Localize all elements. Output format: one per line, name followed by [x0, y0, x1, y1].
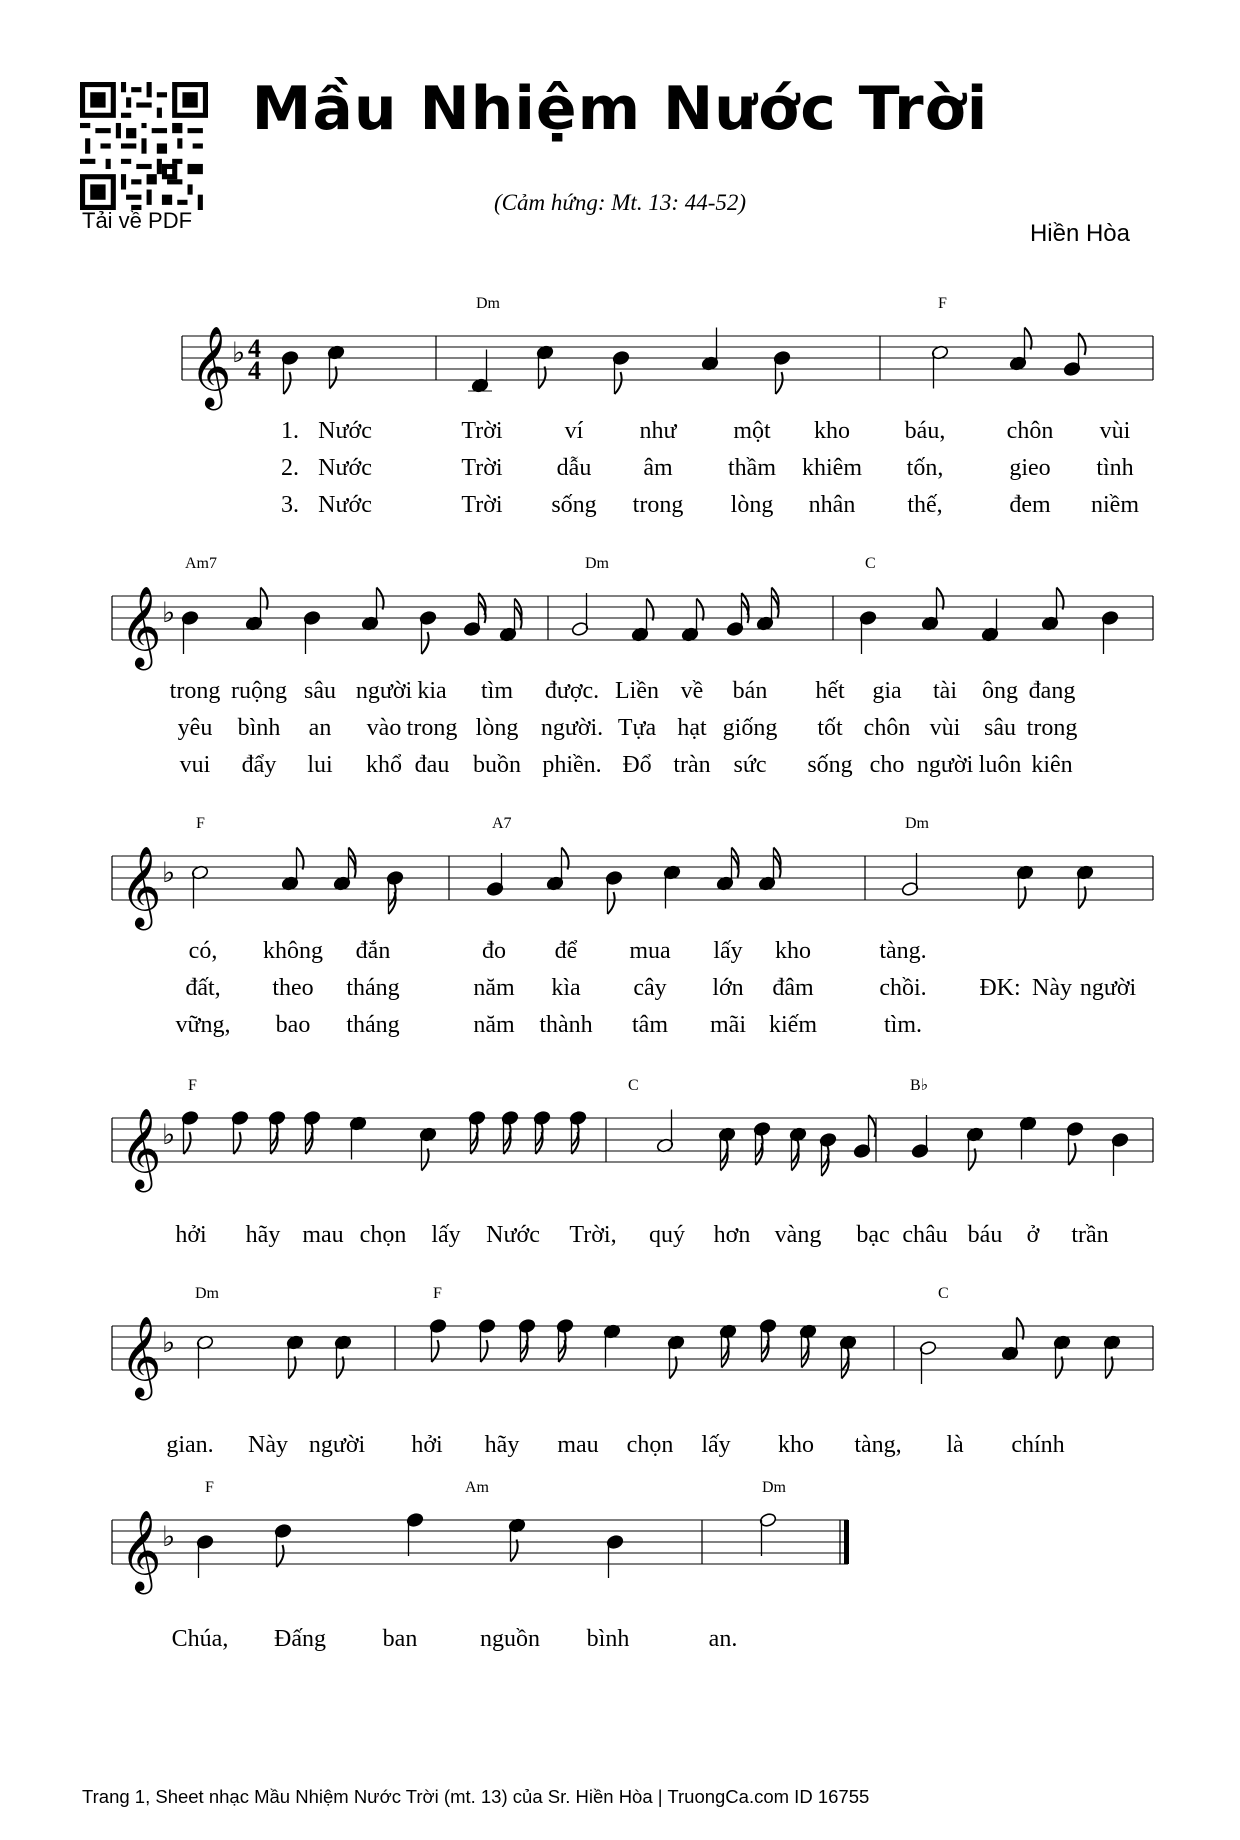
lyric-syllable: châu [902, 1222, 948, 1248]
lyric-syllable: hởi [411, 1432, 443, 1458]
lyric-syllable: tốn, [906, 455, 944, 481]
lyric-syllable: sâu [304, 678, 336, 704]
lyric-syllable: như [639, 418, 677, 444]
note-flag [1057, 588, 1064, 610]
lyric-syllable: tháng [346, 1012, 400, 1038]
note-flag [422, 632, 429, 654]
lyric-syllable: người. [540, 715, 604, 741]
song-title: Mầu Nhiệm Nước Trời [251, 74, 989, 144]
lyric-syllable: chọn [626, 1432, 674, 1458]
note-flag [289, 1357, 296, 1379]
lyric-syllable: Trời [461, 455, 503, 481]
lyric-syllable: ĐK: [979, 975, 1021, 1001]
lyric-syllable: vui [179, 752, 211, 778]
lyric-syllable: chính [1011, 1432, 1065, 1458]
lyric-syllable: Đổ [622, 752, 652, 778]
lyric-syllable: tràn [673, 752, 711, 778]
staff-system [112, 555, 1153, 670]
note-flag [1056, 1357, 1063, 1379]
note-flag [647, 599, 654, 621]
lyric-syllable: tìm. [883, 1012, 923, 1038]
lyric-syllable: lấy [713, 938, 743, 964]
lyric-syllable: trong [632, 492, 684, 518]
lyric-syllable: đo [482, 938, 506, 964]
lyric-syllable: Chúa, [171, 1626, 229, 1652]
lyric-syllable: hãy [245, 1222, 281, 1248]
lyric-syllable: không [263, 938, 323, 964]
lyric-syllable: đem [1009, 492, 1051, 518]
note-flag [670, 1357, 677, 1379]
staff-system [182, 295, 1153, 410]
lyric-syllable: ở [1026, 1222, 1040, 1248]
lyric-syllable: kho [814, 418, 850, 444]
chord-symbol: F [938, 295, 947, 312]
lyric-syllable: kho [778, 1432, 814, 1458]
lyric-syllable: gian. [166, 1432, 214, 1458]
chord-symbol: F [196, 815, 205, 832]
lyric-syllable: lui [307, 752, 333, 778]
lyric-syllable: ông [982, 678, 1018, 704]
lyric-syllable: hết [815, 678, 845, 704]
time-signature-top: 4 [248, 334, 261, 363]
chord-symbol: A7 [492, 815, 512, 832]
lyric-syllable: chôn [863, 715, 911, 741]
chord-symbol: C [938, 1285, 949, 1302]
note-flag [539, 367, 546, 389]
lyric-syllable: hởi [175, 1222, 207, 1248]
staff-system [112, 1077, 1153, 1192]
note-flag [337, 1357, 344, 1379]
note-flag [1025, 328, 1032, 350]
lyric-syllable: tình [1096, 455, 1134, 481]
lyric-syllable: mau [557, 1432, 599, 1458]
chord-symbol: Dm [905, 815, 929, 832]
staff-system [112, 815, 1153, 930]
chord-symbol: C [628, 1077, 639, 1094]
lyric-syllable: buồn [473, 752, 521, 778]
lyric-syllable: bình [237, 715, 281, 741]
chord-symbol: F [433, 1285, 442, 1302]
lyric-syllable: cho [869, 752, 905, 778]
lyric-syllable: về [680, 678, 704, 704]
lyric-syllable: hạt [677, 715, 707, 741]
page-footer: Trang 1, Sheet nhạc Mầu Nhiệm Nước Trời (mt. 13) của Sr. Hiền Hòa | TruongCa.com ID 16755 [82, 1786, 870, 1807]
lyric-syllable: 1. [281, 418, 299, 444]
note-flag [261, 588, 268, 610]
treble-clef-icon: 𝄞 [190, 325, 232, 407]
chord-symbol: B♭ [910, 1077, 929, 1094]
note-flag [776, 372, 783, 394]
lyric-syllable: đẩy [241, 752, 277, 778]
lyric-syllable: tốt [817, 715, 843, 741]
staff-system [112, 1285, 1153, 1400]
lyric-syllable: khổ [366, 752, 402, 778]
flat-icon: ♭ [162, 1520, 176, 1553]
lyric-syllable: sống [807, 752, 853, 778]
lyric-syllable: để [554, 938, 578, 964]
note-flag [284, 372, 291, 394]
lyric-syllable: vùi [929, 715, 961, 741]
lyric-syllable: 2. [281, 455, 299, 481]
note-flag [562, 848, 569, 870]
chord-symbol: Dm [762, 1479, 786, 1496]
note-flag [1019, 887, 1026, 909]
lyric-syllable: báu, [904, 418, 946, 444]
lyric-syllable: sức [733, 752, 767, 778]
chord-symbol: F [188, 1077, 197, 1094]
lyric-syllable: đau [414, 752, 450, 778]
lyric-syllable: đất, [185, 975, 221, 1001]
lyric-syllable: luôn [978, 752, 1022, 778]
lyric-syllable: chồi. [879, 975, 927, 1001]
note-flag [937, 588, 944, 610]
lyric-syllable: Liền [615, 678, 659, 704]
note-flag [511, 1540, 518, 1562]
lyric-syllable: nguồn [480, 1626, 540, 1652]
lyric-syllable: ban [382, 1626, 418, 1652]
flat-icon: ♭ [232, 336, 246, 369]
lyric-syllable: năm [473, 975, 515, 1001]
lyric-syllable: gieo [1009, 455, 1051, 481]
lyric-syllable: vàng [774, 1222, 822, 1248]
lyric-syllable: sâu [984, 715, 1016, 741]
lyric-syllable: theo [272, 975, 314, 1001]
lyric-syllable: gia [872, 678, 902, 704]
treble-clef-icon: 𝄞 [120, 1315, 162, 1397]
lyric-syllable: đâm [772, 975, 814, 1001]
lyric-syllable: an. [708, 1626, 738, 1652]
lyric-syllable: vững, [175, 1012, 231, 1038]
lyric-syllable: âm [643, 455, 673, 481]
chord-symbol: Dm [195, 1285, 219, 1302]
lyric-syllable: đắn [355, 938, 391, 964]
lyric-syllable: thành [539, 1012, 593, 1038]
lyric-syllable: an [308, 715, 332, 741]
lyric-syllable: trần [1071, 1222, 1109, 1248]
lyric-syllable: Nước [318, 418, 372, 444]
composer: Hiền Hòa [1029, 220, 1130, 247]
lyric-syllable: 3. [281, 492, 299, 518]
note-flag [697, 599, 704, 621]
lyric-syllable: mua [629, 938, 671, 964]
lyric-syllable: được. [544, 678, 600, 704]
lyric-syllable: chôn [1006, 418, 1054, 444]
lyric-syllable: đang [1028, 678, 1076, 704]
lyric-syllable: người [355, 678, 413, 704]
lyric-syllable: quý [649, 1222, 685, 1248]
chord-symbol: Am7 [185, 555, 217, 572]
lyric-syllable: bình [586, 1626, 630, 1652]
treble-clef-icon: 𝄞 [120, 1509, 162, 1591]
chord-symbol: Dm [585, 555, 609, 572]
lyric-syllable: lòng [730, 492, 774, 518]
lyric-syllable: thế, [907, 492, 943, 518]
lyric-syllable: mãi [710, 1012, 746, 1038]
lyric-syllable: một [733, 418, 771, 444]
lyric-syllable: niềm [1091, 492, 1139, 518]
lyric-syllable: thầm [728, 455, 776, 481]
lyric-syllable: bao [275, 1012, 311, 1038]
note-flag [422, 1149, 429, 1171]
flat-icon: ♭ [162, 596, 176, 629]
lyric-syllable: sống [551, 492, 597, 518]
lyric-syllable: Này [1032, 975, 1072, 1001]
lyric-syllable: có, [188, 938, 218, 964]
lyric-syllable: chọn [359, 1222, 407, 1248]
lyric-syllable: khiêm [802, 455, 862, 481]
lyric-syllable: Đấng [274, 1626, 326, 1652]
lyric-syllable: ruộng [231, 678, 287, 704]
lyric-syllable: Này [248, 1432, 288, 1458]
lyric-syllable: nhân [808, 492, 856, 518]
lyric-syllable: tháng [346, 975, 400, 1001]
lyric-syllable: năm [473, 1012, 515, 1038]
lyric-syllable: kia [417, 678, 447, 704]
lyric-syllable: bạc [856, 1222, 890, 1248]
lyric-syllable: Trời [461, 418, 503, 444]
lyric-syllable: kìa [551, 975, 581, 1001]
lyric-syllable: mau [302, 1222, 344, 1248]
note-flag [1079, 887, 1086, 909]
lyric-syllable: lòng [475, 715, 519, 741]
lyric-syllable: cây [633, 975, 667, 1001]
lyric-syllable: tàng, [854, 1432, 902, 1458]
lyric-syllable: lấy [431, 1222, 461, 1248]
lyric-syllable: người [916, 752, 974, 778]
lyric-syllable: tài [933, 678, 957, 704]
lyric-syllable: Nước [486, 1222, 540, 1248]
lyric-syllable: Nước [318, 492, 372, 518]
note-flag [1017, 1318, 1024, 1340]
chord-symbol: Am [465, 1479, 489, 1496]
lyric-syllable: bán [732, 678, 768, 704]
lyric-syllable: tâm [632, 1012, 668, 1038]
note-flag [297, 848, 304, 870]
chord-symbol: Dm [476, 295, 500, 312]
lyric-syllable: hơn [713, 1222, 751, 1248]
lyric-syllable: lớn [712, 975, 744, 1001]
lyric-syllable: ví [564, 418, 584, 444]
note-flag [969, 1149, 976, 1171]
lyric-syllable: giống [722, 715, 778, 741]
lyric-syllable: báu [967, 1222, 1003, 1248]
lyric-syllable: trong [406, 715, 458, 741]
lyric-syllable: vào [366, 715, 402, 741]
treble-clef-icon: 𝄞 [120, 845, 162, 927]
lyric-syllable: người [308, 1432, 366, 1458]
lyric-syllable: là [946, 1432, 964, 1458]
lyric-syllable: Trời, [569, 1222, 617, 1248]
lyric-syllable: phiền. [542, 752, 602, 778]
lyric-syllable: tìm [480, 678, 514, 704]
note-flag [615, 372, 622, 394]
chord-symbol: C [865, 555, 876, 572]
lyric-syllable: người [1079, 975, 1137, 1001]
lyric-syllable: vùi [1099, 418, 1131, 444]
lyric-syllable: yêu [177, 715, 213, 741]
download-pdf-label[interactable]: Tải về PDF [82, 208, 193, 233]
staff-system [112, 1479, 849, 1594]
lyric-syllable: hãy [484, 1432, 520, 1458]
lyric-syllable: kho [775, 938, 811, 964]
treble-clef-icon: 𝄞 [120, 585, 162, 667]
time-signature-bottom: 4 [248, 356, 261, 385]
lyric-syllable: kiên [1031, 752, 1073, 778]
lyric-syllable: trong [169, 678, 221, 704]
treble-clef-icon: 𝄞 [120, 1107, 162, 1189]
lyric-syllable: Trời [461, 492, 503, 518]
note-flag [1106, 1357, 1113, 1379]
note-flag [330, 367, 337, 389]
subtitle: (Cảm hứng: Mt. 13: 44-52) [493, 190, 747, 215]
lyric-syllable: Nước [318, 455, 372, 481]
note-flag [608, 892, 615, 914]
flat-icon: ♭ [162, 1326, 176, 1359]
final-barline [844, 1520, 849, 1564]
flat-icon: ♭ [162, 856, 176, 889]
lyric-syllable: trong [1026, 715, 1078, 741]
chord-symbol: F [205, 1479, 214, 1496]
lyric-syllable: Tựa [617, 715, 657, 741]
lyric-syllable: dẫu [556, 455, 592, 481]
lyric-syllable: kiếm [769, 1012, 817, 1038]
lyric-syllable: tàng. [879, 938, 927, 964]
flat-icon: ♭ [162, 1118, 176, 1151]
note-flag [377, 588, 384, 610]
lyric-syllable: lấy [701, 1432, 731, 1458]
